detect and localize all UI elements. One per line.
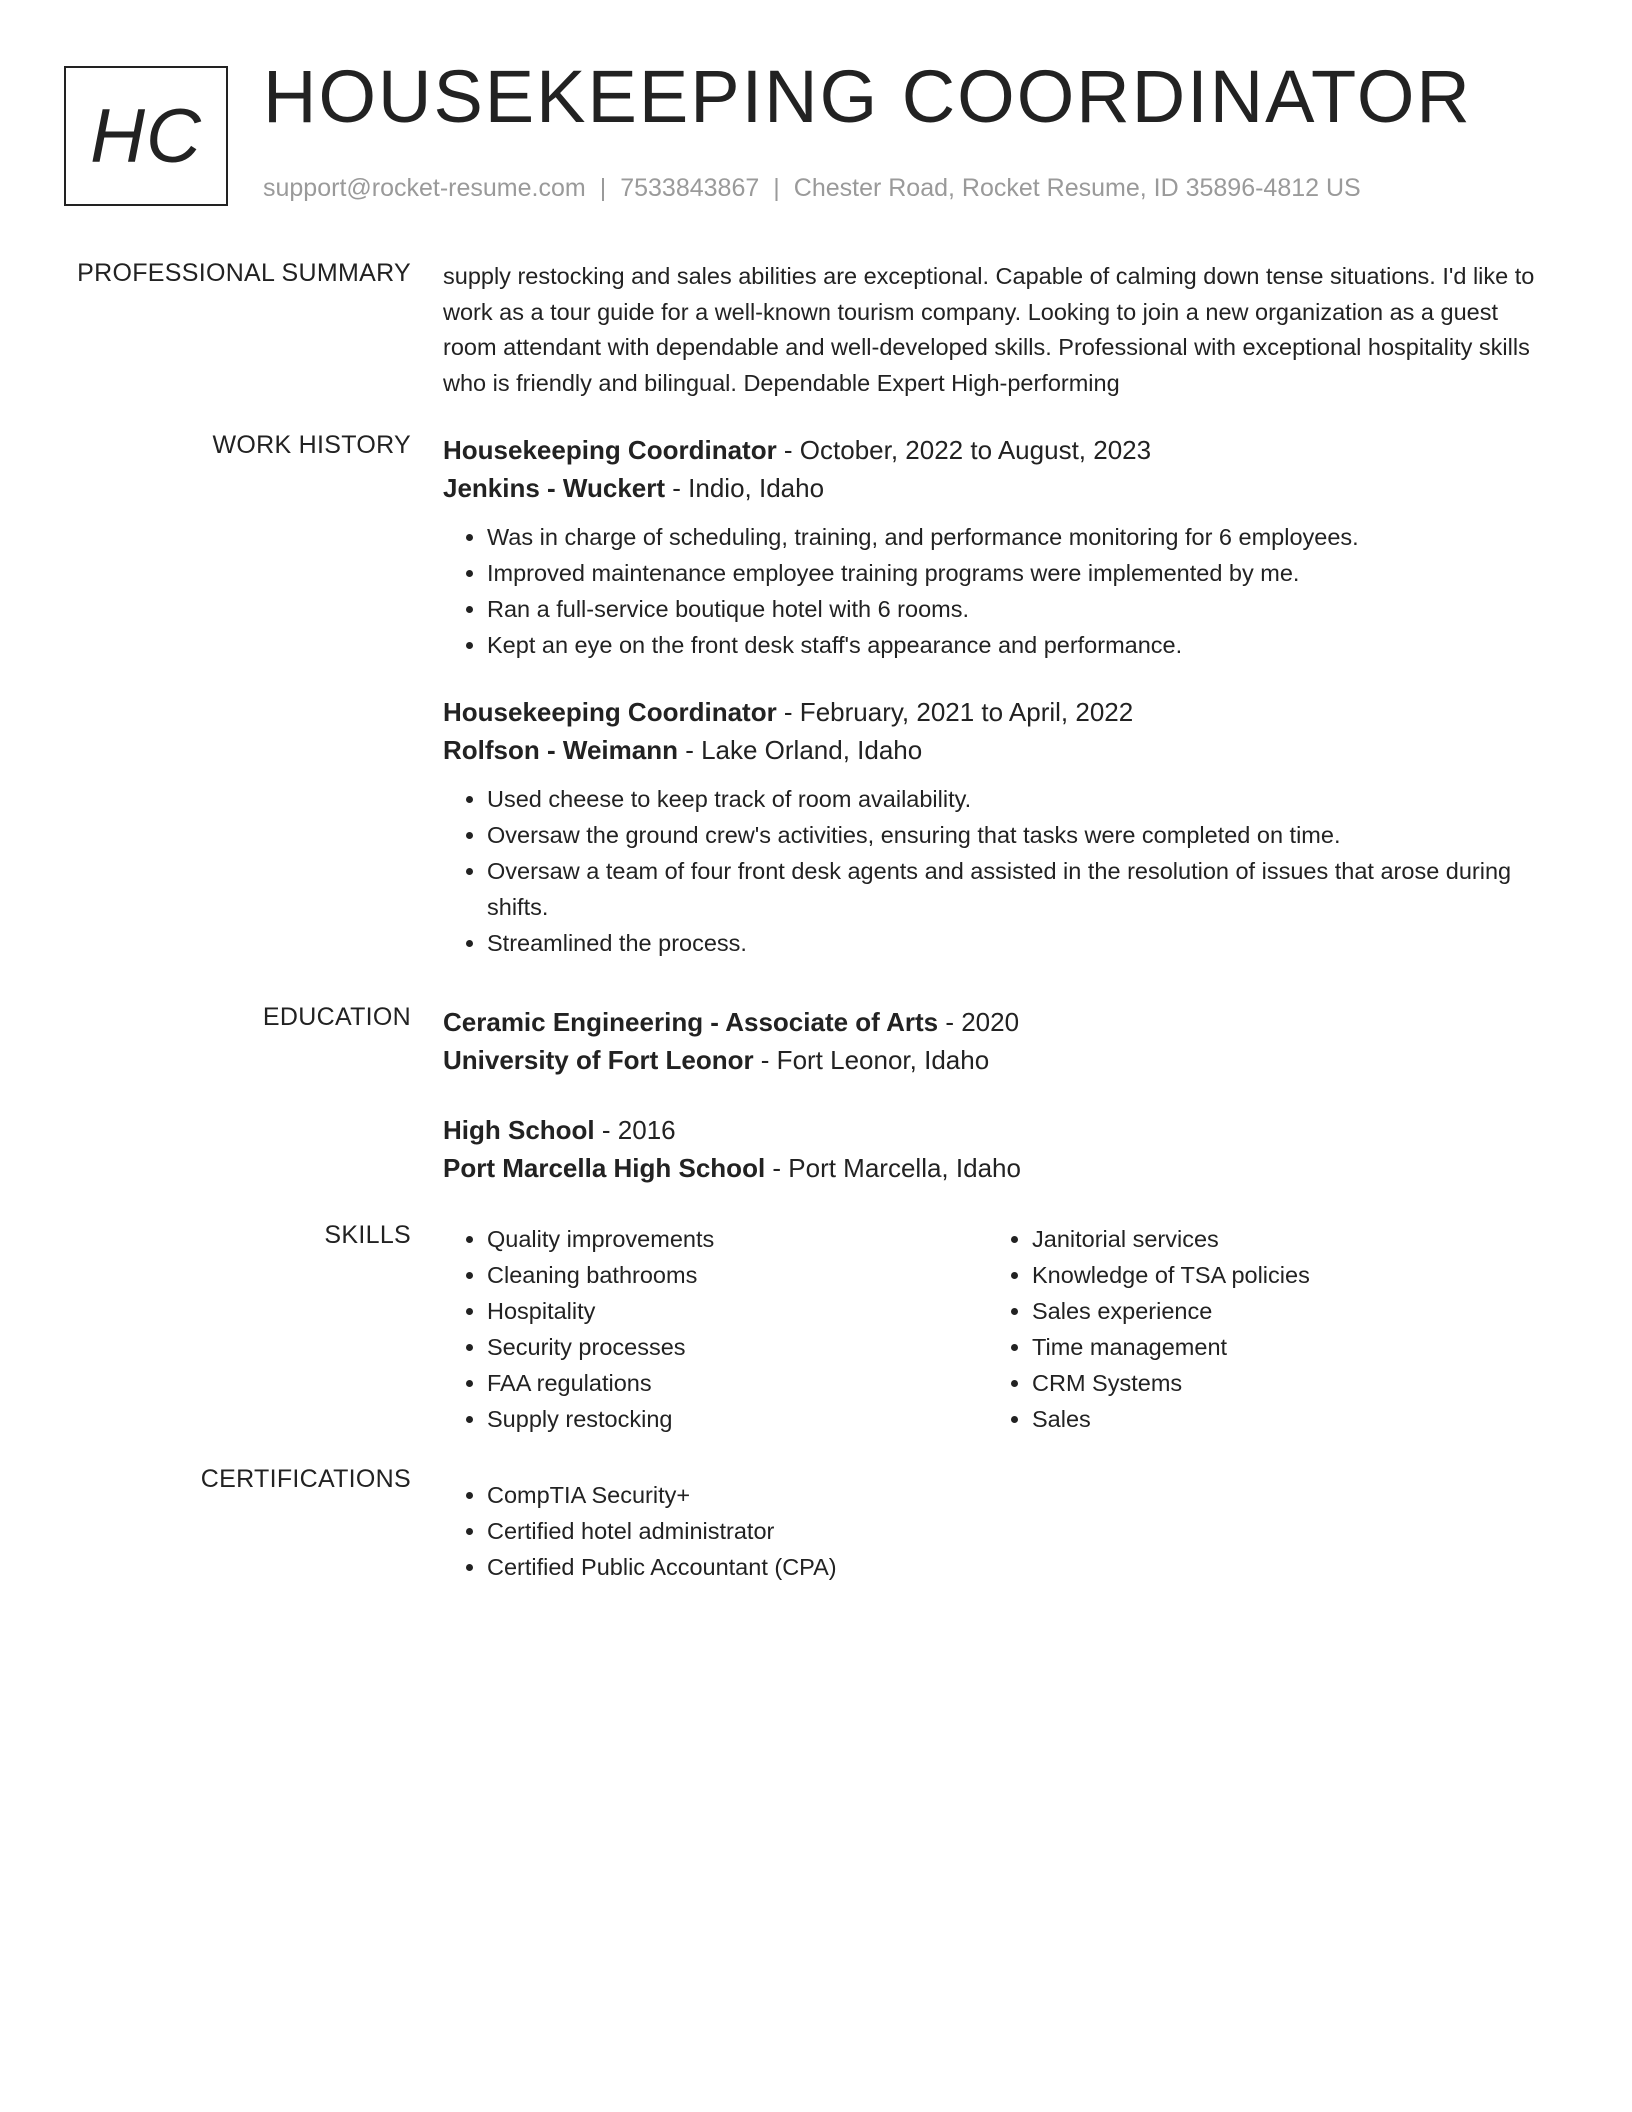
education-school: Port Marcella High School — [443, 1153, 766, 1183]
education-year: - 2020 — [938, 1007, 1020, 1037]
job-bullets — [443, 781, 1543, 961]
skill-item: • Sales — [1032, 1401, 1533, 1437]
skill-item: • Sales experience — [1032, 1293, 1533, 1329]
job-bullet: • Streamlined the process. — [487, 925, 1543, 961]
certification-item: • Certified hotel administrator — [487, 1513, 1543, 1549]
education-heading: EDUCATION — [262, 1003, 411, 1031]
summary-heading: PROFESSIONAL SUMMARY — [77, 259, 411, 287]
skills-list — [443, 1221, 988, 1437]
certifications-body — [443, 1465, 1543, 1585]
job-dates: - February, 2021 to April, 2022 — [776, 697, 1134, 727]
education-entry — [443, 1003, 1543, 1079]
skill-item: • Cleaning bathrooms — [487, 1257, 988, 1293]
skills-columns — [443, 1221, 1543, 1437]
skills-column-2 — [988, 1221, 1533, 1437]
job-company-line — [443, 731, 1543, 769]
education-location: - Port Marcella, Idaho — [765, 1153, 1021, 1183]
contact-address: Chester Road, Rocket Resume, ID 35896-4812 US — [793, 174, 1361, 202]
education-year: - 2016 — [594, 1115, 676, 1145]
job-company: Jenkins - Wuckert — [443, 473, 666, 503]
job-bullets — [443, 519, 1543, 663]
contact-separator: | — [773, 174, 780, 202]
skill-item: • CRM Systems — [1032, 1365, 1533, 1401]
skill-item: • Security processes — [487, 1329, 988, 1365]
monogram-logo: HC — [64, 66, 228, 206]
education-location: - Fort Leonor, Idaho — [753, 1045, 990, 1075]
summary-text: supply restocking and sales abilities are exceptional. Capable of calming down tense situations. I'd like to work as a tour guide for a well-known tourism company. Looking to join a new organization as a guest room attendant with dependable and well-developed skills. Professional with exceptional hospitality skills who is friendly and bilingual. Dependable Expert High-performing — [443, 263, 1535, 396]
education-degree-line — [443, 1111, 1543, 1149]
education-school-line — [443, 1041, 1543, 1079]
skills-heading: SKILLS — [324, 1221, 411, 1249]
job-location: - Indio, Idaho — [665, 473, 825, 503]
contact-separator: | — [599, 174, 607, 202]
certification-item: • Certified Public Accountant (CPA) — [487, 1549, 1543, 1585]
certifications-list — [443, 1477, 1543, 1585]
work-history-body — [443, 431, 1543, 961]
certifications-heading: CERTIFICATIONS — [200, 1465, 411, 1493]
education-entry — [443, 1111, 1543, 1187]
job-company-line — [443, 469, 1543, 507]
job-entry — [443, 693, 1543, 961]
contact-line — [263, 174, 1361, 203]
contact-email: support@rocket-resume.com — [263, 174, 586, 202]
job-location: - Lake Orland, Idaho — [677, 735, 923, 765]
skill-item: • Supply restocking — [487, 1401, 988, 1437]
job-title-line — [443, 693, 1543, 731]
education-degree-line — [443, 1003, 1543, 1041]
job-title: Housekeeping Coordinator — [443, 697, 777, 727]
education-school: University of Fort Leonor — [443, 1045, 754, 1075]
education-degree: Ceramic Engineering - Associate of Arts — [443, 1007, 939, 1037]
job-bullet: • Kept an eye on the front desk staff's appearance and performance. — [487, 627, 1543, 663]
job-bullet: • Improved maintenance employee training programs were implemented by me. — [487, 555, 1543, 591]
job-dates: - October, 2022 to August, 2023 — [776, 435, 1152, 465]
job-title-line — [443, 431, 1543, 469]
job-bullet: • Oversaw the ground crew's activities, ensuring that tasks were completed on time. — [487, 817, 1543, 853]
summary-body — [443, 259, 1543, 401]
skills-body — [443, 1221, 1543, 1437]
job-title: Housekeeping Coordinator — [443, 435, 777, 465]
job-bullet: • Ran a full-service boutique hotel with 6 rooms. — [487, 591, 1543, 627]
skill-item: • Hospitality — [487, 1293, 988, 1329]
skills-column-1 — [443, 1221, 988, 1437]
job-company: Rolfson - Weimann — [443, 735, 678, 765]
job-entry — [443, 431, 1543, 663]
education-degree: High School — [443, 1115, 595, 1145]
certification-item: • CompTIA Security+ — [487, 1477, 1543, 1513]
skill-item: • Knowledge of TSA policies — [1032, 1257, 1533, 1293]
skills-list — [988, 1221, 1533, 1437]
skill-item: • Quality improvements — [487, 1221, 988, 1257]
education-school-line — [443, 1149, 1543, 1187]
skill-item: • Janitorial services — [1032, 1221, 1533, 1257]
education-body — [443, 1003, 1543, 1187]
work-history-heading: WORK HISTORY — [212, 431, 411, 459]
skill-item: • FAA regulations — [487, 1365, 988, 1401]
job-bullet: • Was in charge of scheduling, training, and performance monitoring for 6 employees. — [487, 519, 1543, 555]
job-bullet: • Used cheese to keep track of room availability. — [487, 781, 1543, 817]
job-bullet: • Oversaw a team of four front desk agents and assisted in the resolution of issues that arose during shifts. — [487, 853, 1543, 925]
contact-phone: 7533843867 — [620, 174, 760, 202]
skill-item: • Time management — [1032, 1329, 1533, 1365]
candidate-name: HOUSEKEEPING COORDINATOR — [263, 55, 1472, 138]
